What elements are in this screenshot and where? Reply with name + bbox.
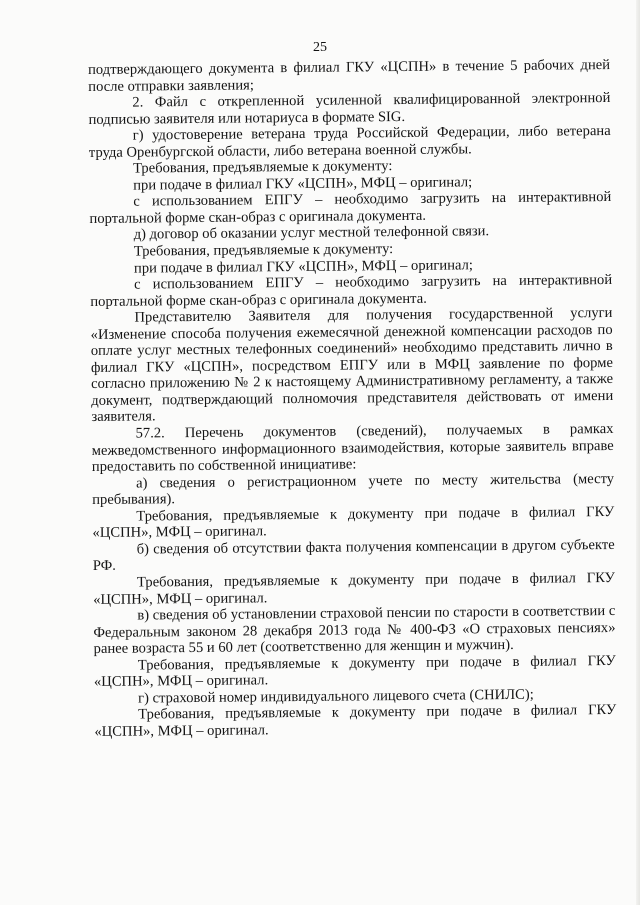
paragraph-requirement-epgu: с использованием ЕПГУ – необходимо загрузить на интерактивной портальной форме скан-образ с оригинала документа. (89, 189, 612, 227)
paragraph-requirement-epgu: с использованием ЕПГУ – необходимо загрузить на интерактивной портальной форме скан-образ с оригинала документа. (90, 272, 613, 310)
paragraph-requirement-original: при подаче в филиал ГКУ «ЦСПН», МФЦ – оригинал; (133, 256, 474, 277)
paragraph-requirement: Требования, предъявляемые к документу при подаче в филиал ГКУ «ЦСПН», МФЦ – оригинал. (93, 569, 616, 608)
paragraph-sig-file: 2. Файл с открепленной усиленной квалифицированной электронной подписью заявителя или нотариуса в формате SIG. (88, 90, 611, 128)
paragraph-requirement: Требования, предъявляемые к документу при подаче в филиал ГКУ «ЦСПН», МФЦ – оригинал. (94, 702, 617, 740)
paragraph-veteran-certificate: г) удостоверение ветерана труда Российской Федерации, либо ветерана труда Оренбургской области, либо ветерана военной службы. (88, 123, 611, 161)
paragraph-phone-contract: д) договор об оказании услуг местной телефонной связи. (133, 223, 490, 244)
paragraph-section-57-2: 57.2. Перечень документов (сведений), получаемых в рамках межведомственного информационного взаимодействия, которые заявитель вправе предоставить по собственной инициативе: (91, 421, 614, 476)
paragraph-continuation: подтверждающего документа в филиал ГКУ «ЦСПН» в течение 5 рабочих дней после отправки заявления; (88, 56, 611, 95)
scan-edge-shadow (636, 0, 640, 905)
paragraph-snils: г) страховой номер индивидуального лицевого счета (СНИЛС); (138, 686, 534, 707)
paragraph-requirement-original: при подаче в филиал ГКУ «ЦСПН», МФЦ – оригинал; (133, 174, 473, 194)
paragraph-representative: Представителю Заявителя для получения государственной услуги «Изменение способа получения ежемесячной денежной компенсации расходов по оплате услуг местных телефонных соединений» необходимо представить лично в филиал ГКУ «ЦСПН», посредством ЕПГУ или в МФЦ заявление по форме согласно приложению № 2 к настоящему Административному регламенту, а также документ, подтверждающий полномочия представителя действовать от имени заявителя. (90, 305, 614, 426)
document-body (88, 57, 616, 740)
page-number: 25 (313, 40, 327, 55)
paragraph-requirements-heading: Требования, предъявляемые к документу: (132, 158, 393, 177)
paragraph-requirements-heading: Требования, предъявляемые к документу: (133, 241, 394, 260)
paragraph-requirement: Требования, предъявляемые к документу при подаче в филиал ГКУ «ЦСПН», МФЦ – оригинал. (92, 503, 615, 542)
paragraph-registration-info: а) сведения о регистрационном учете по месту жительства (месту пребывания). (92, 470, 615, 509)
paragraph-no-compensation-info: б) сведения об отсутствии факта получения компенсации в другом субъекте РФ. (92, 536, 615, 575)
paragraph-requirement: Требования, предъявляемые к документу при подаче в филиал ГКУ «ЦСПН», МФЦ – оригинал. (93, 652, 616, 691)
paragraph-pension-info: в) сведения об установлении страховой пенсии по старости в соответствии с Федеральным законом 28 декабря 2013 года № 400-ФЗ «О страховых пенсиях» ранее возраста 55 и 60 лет (соответственно для женщин и мужчин). (93, 603, 616, 658)
